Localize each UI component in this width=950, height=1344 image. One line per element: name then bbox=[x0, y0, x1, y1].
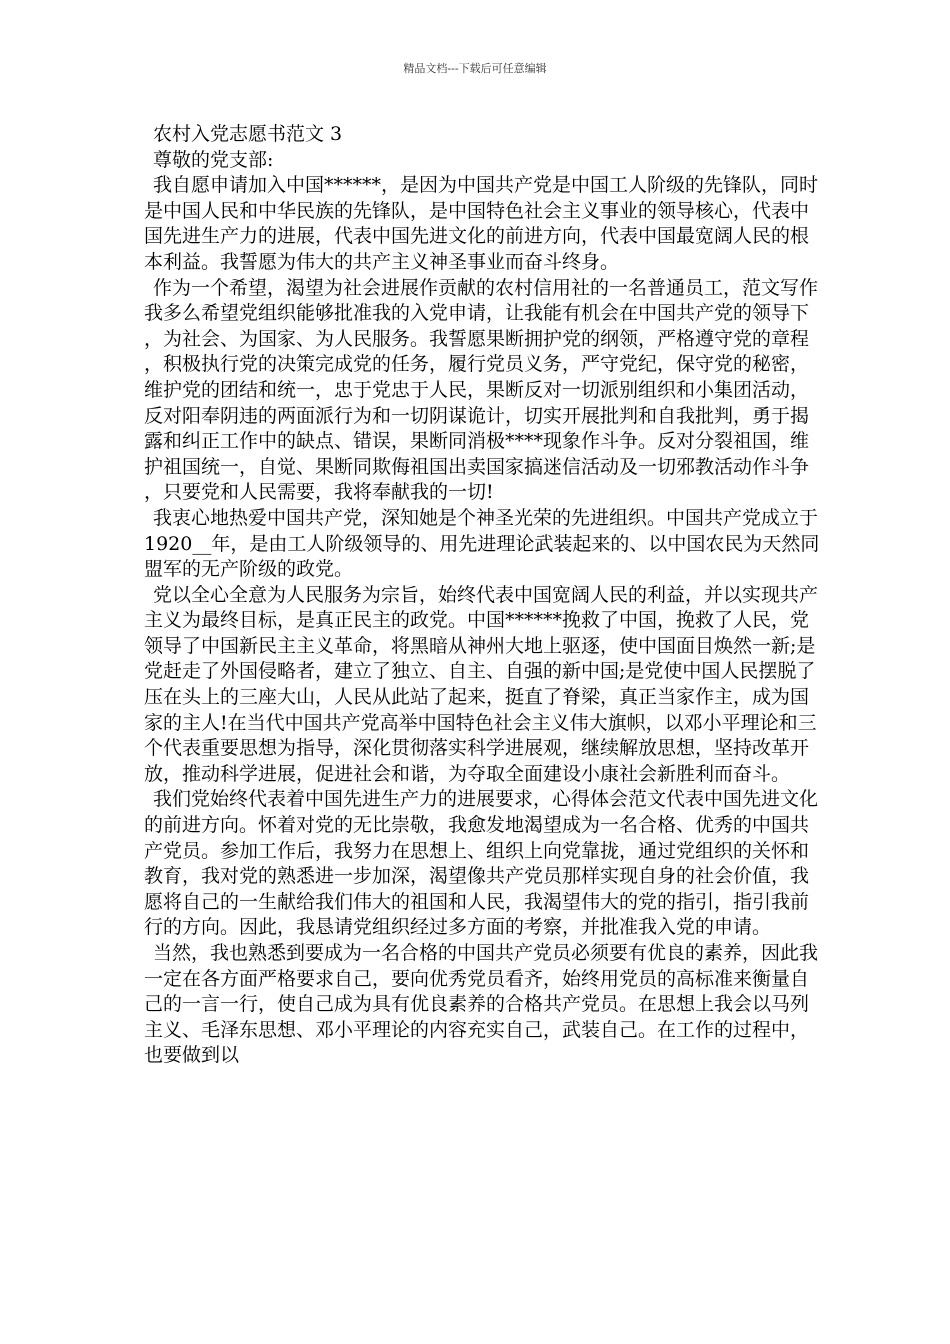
document-body bbox=[144, 122, 824, 1069]
paragraph: 我们党始终代表着中国先进生产力的进展要求，心得体会范文代表中国先进文化的前进方向。怀着对党的无比崇敬，我愈发地渴望成为一名合格、优秀的中国共产党员。参加工作后，我努力在思想上、组织上向党靠拢，通过党组织的关怀和教育，我对党的熟悉进一步加深，渴望像共产党员那样实现自身的社会价值，我愿将自己的一生献给我们伟大的祖国和人民，我渴望伟大的党的指引，指引我前行的方向。因此，我恳请党组织经过多方面的考察，并批准我入党的申请。 bbox=[144, 788, 819, 939]
paragraph: 党以全心全意为人民服务为宗旨，始终代表中国宽阔人民的利益，并以实现共产主义为最终目标，是真正民主的政党。中国******挽救了中国，挽救了人民，党领导了中国新民主主义革命，将黑暗从神州大地上驱逐，使中国面目焕然一新;是党赶走了外国侵略者，建立了独立、自主、自强的新中国;是党使中国人民摆脱了压在头上的三座大山，人民从此站了起来，挺直了脊梁，真正当家作主，成为国家的主人!在当代中国共产党高举中国特色社会主义伟大旗帜，以邓小平理论和三个代表重要思想为指导，深化贯彻落实科学进展观，继续解放思想，坚持改革开放，推动科学进展，促进社会和谐，为夺取全面建设小康社会新胜利而奋斗。 bbox=[144, 583, 819, 785]
paragraph: 作为一个希望，渴望为社会进展作贡献的农村信用社的一名普通员工，范文写作我多么希望党组织能够批准我的入党申请，让我能有机会在中国共产党的领导下，为社会、为国家、为人民服务。我誓愿果断拥护党的纲领，严格遵守党的章程，积极执行党的决策完成党的任务，履行党员义务，严守党纪，保守党的秘密，维护党的团结和统一，忠于党忠于人民，果断反对一切派别组织和小集团活动，反对阳奉阴违的两面派行为和一切阴谋诡计，切实开展批判和自我批判，勇于揭露和纠正工作中的缺点、错误，果断同消极****现象作斗争。反对分裂祖国，维护祖国统一，自觉、果断同欺侮祖国出卖国家搞迷信活动及一切邪教活动作斗争，只要党和人民需要，我将奉献我的一切! bbox=[144, 276, 819, 504]
page-header: 精品文档---下载后可任意编辑 bbox=[403, 62, 547, 75]
document-title: 农村入党志愿书范文 3 bbox=[153, 123, 343, 145]
paragraph: 当然，我也熟悉到要成为一名合格的中国共产党员必须要有优良的素养，因此我一定在各方面严格要求自己，要向优秀党员看齐，始终用党员的高标准来衡量自己的一言一行，使自己成为具有优良素养的合格共产党员。在思想上我会以马列主义、毛泽东思想、邓小平理论的内容充实自己，武装自己。在工作的过程中，也要做到以 bbox=[144, 942, 819, 1067]
paragraph: 我自愿申请加入中国******，是因为中国共产党是中国工人阶级的先锋队，同时是中国人民和中华民族的先锋队，是中国特色社会主义事业的领导核心，代表中国先进生产力的进展，代表中国先进文化的前进方向，代表中国最宽阔人民的根本利益。我誓愿为伟大的共产主义神圣事业而奋斗终身。 bbox=[144, 174, 819, 273]
paragraph: 我衷心地热爱中国共产党，深知她是个神圣光荣的先进组织。中国共产党成立于 1920__年，是由工人阶级领导的、用先进理论武装起来的、以中国农民为天然同盟军的无产阶级的政党。 bbox=[144, 506, 820, 581]
salutation: 尊敬的党支部: bbox=[153, 148, 274, 171]
